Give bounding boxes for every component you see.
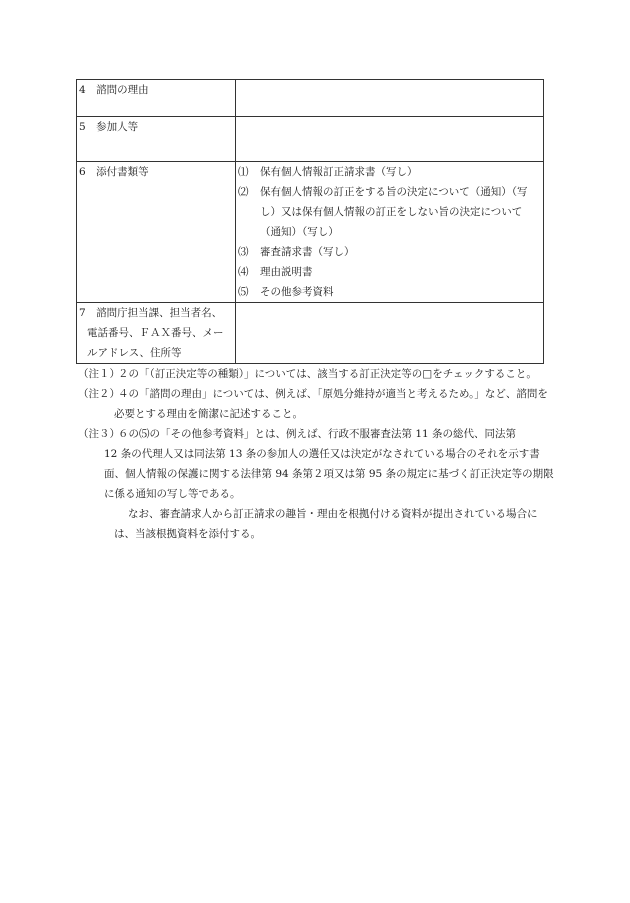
note-3 <box>76 424 556 544</box>
label-line: 電話番号、ＦＡＸ番号、メールアドレス、住所等 <box>87 327 224 359</box>
table-row <box>77 80 544 117</box>
notes-section <box>76 364 556 544</box>
list-item <box>238 242 541 262</box>
table-row <box>77 303 544 364</box>
list-item-text: 保有個人情報の訂正をする旨の決定について（通知）（写し）又は保有個人情報の訂正をしない旨の決定について（通知）（写し） <box>260 186 528 238</box>
note-1 <box>76 364 556 384</box>
label-contact-info <box>77 303 236 364</box>
value-contact-info <box>236 303 544 364</box>
list-item-text: 審査請求書（写し） <box>260 246 355 258</box>
list-item-number: ⑸ <box>238 286 249 298</box>
note-heading: （注３） <box>78 428 120 440</box>
table-row <box>77 117 544 162</box>
consultation-form-table <box>76 79 544 364</box>
list-item-number: ⑵ <box>238 186 249 198</box>
list-item <box>238 262 541 282</box>
label-consultation-reason: 4 諮問の理由 <box>77 80 236 117</box>
note-body-continued: 12 条の代理人又は同法第 13 条の参加人の選任又は決定がなされている場合のそれを示す書面、個人情報の保護に関する法律第 94 条第２項又は第 95 条の規定に基づく訂正決定等の期限に係る通知の写し等である。 <box>104 448 554 500</box>
label-participants: 5 参加人等 <box>77 117 236 162</box>
value-participants <box>236 117 544 162</box>
list-item <box>238 282 541 302</box>
table-row <box>77 162 544 303</box>
list-item-number: ⑶ <box>238 246 249 258</box>
note-heading: （注２） <box>78 388 120 400</box>
label-attachments: 6 添付書類等 <box>77 162 236 303</box>
note-body-line1: ６の⑸の「その他参考資料」とは、例えば、行政不服審査法第 11 条の総代、同法第 <box>118 428 517 440</box>
list-item <box>238 182 541 242</box>
list-item-text: 保有個人情報訂正請求書（写し） <box>260 166 418 178</box>
note-body: ２の「（訂正決定等の種類）」については、該当する訂正決定等の□をチェックすること。 <box>118 368 537 380</box>
note-2 <box>76 384 556 424</box>
label-line: 7 諮問庁担当課、担当者名、 <box>79 307 223 319</box>
note-body-paragraph: なお、審査請求人から訂正請求の趣旨・理由を根拠付ける資料が提出されている場合には、当該根拠資料を添付する。 <box>114 508 538 540</box>
value-consultation-reason <box>236 80 544 117</box>
attachments-list <box>236 162 544 303</box>
list-item-number: ⑷ <box>238 266 249 278</box>
note-body: ４の「諮問の理由」については、例えば、「原処分維持が適当と考えるため。」など、諮問を必要とする理由を簡潔に記述すること。 <box>114 388 548 420</box>
list-item <box>238 162 541 182</box>
list-item-text: その他参考資料 <box>260 286 334 298</box>
note-heading: （注１） <box>78 368 120 380</box>
list-item-text: 理由説明書 <box>260 266 313 278</box>
list-item-number: ⑴ <box>238 166 249 178</box>
